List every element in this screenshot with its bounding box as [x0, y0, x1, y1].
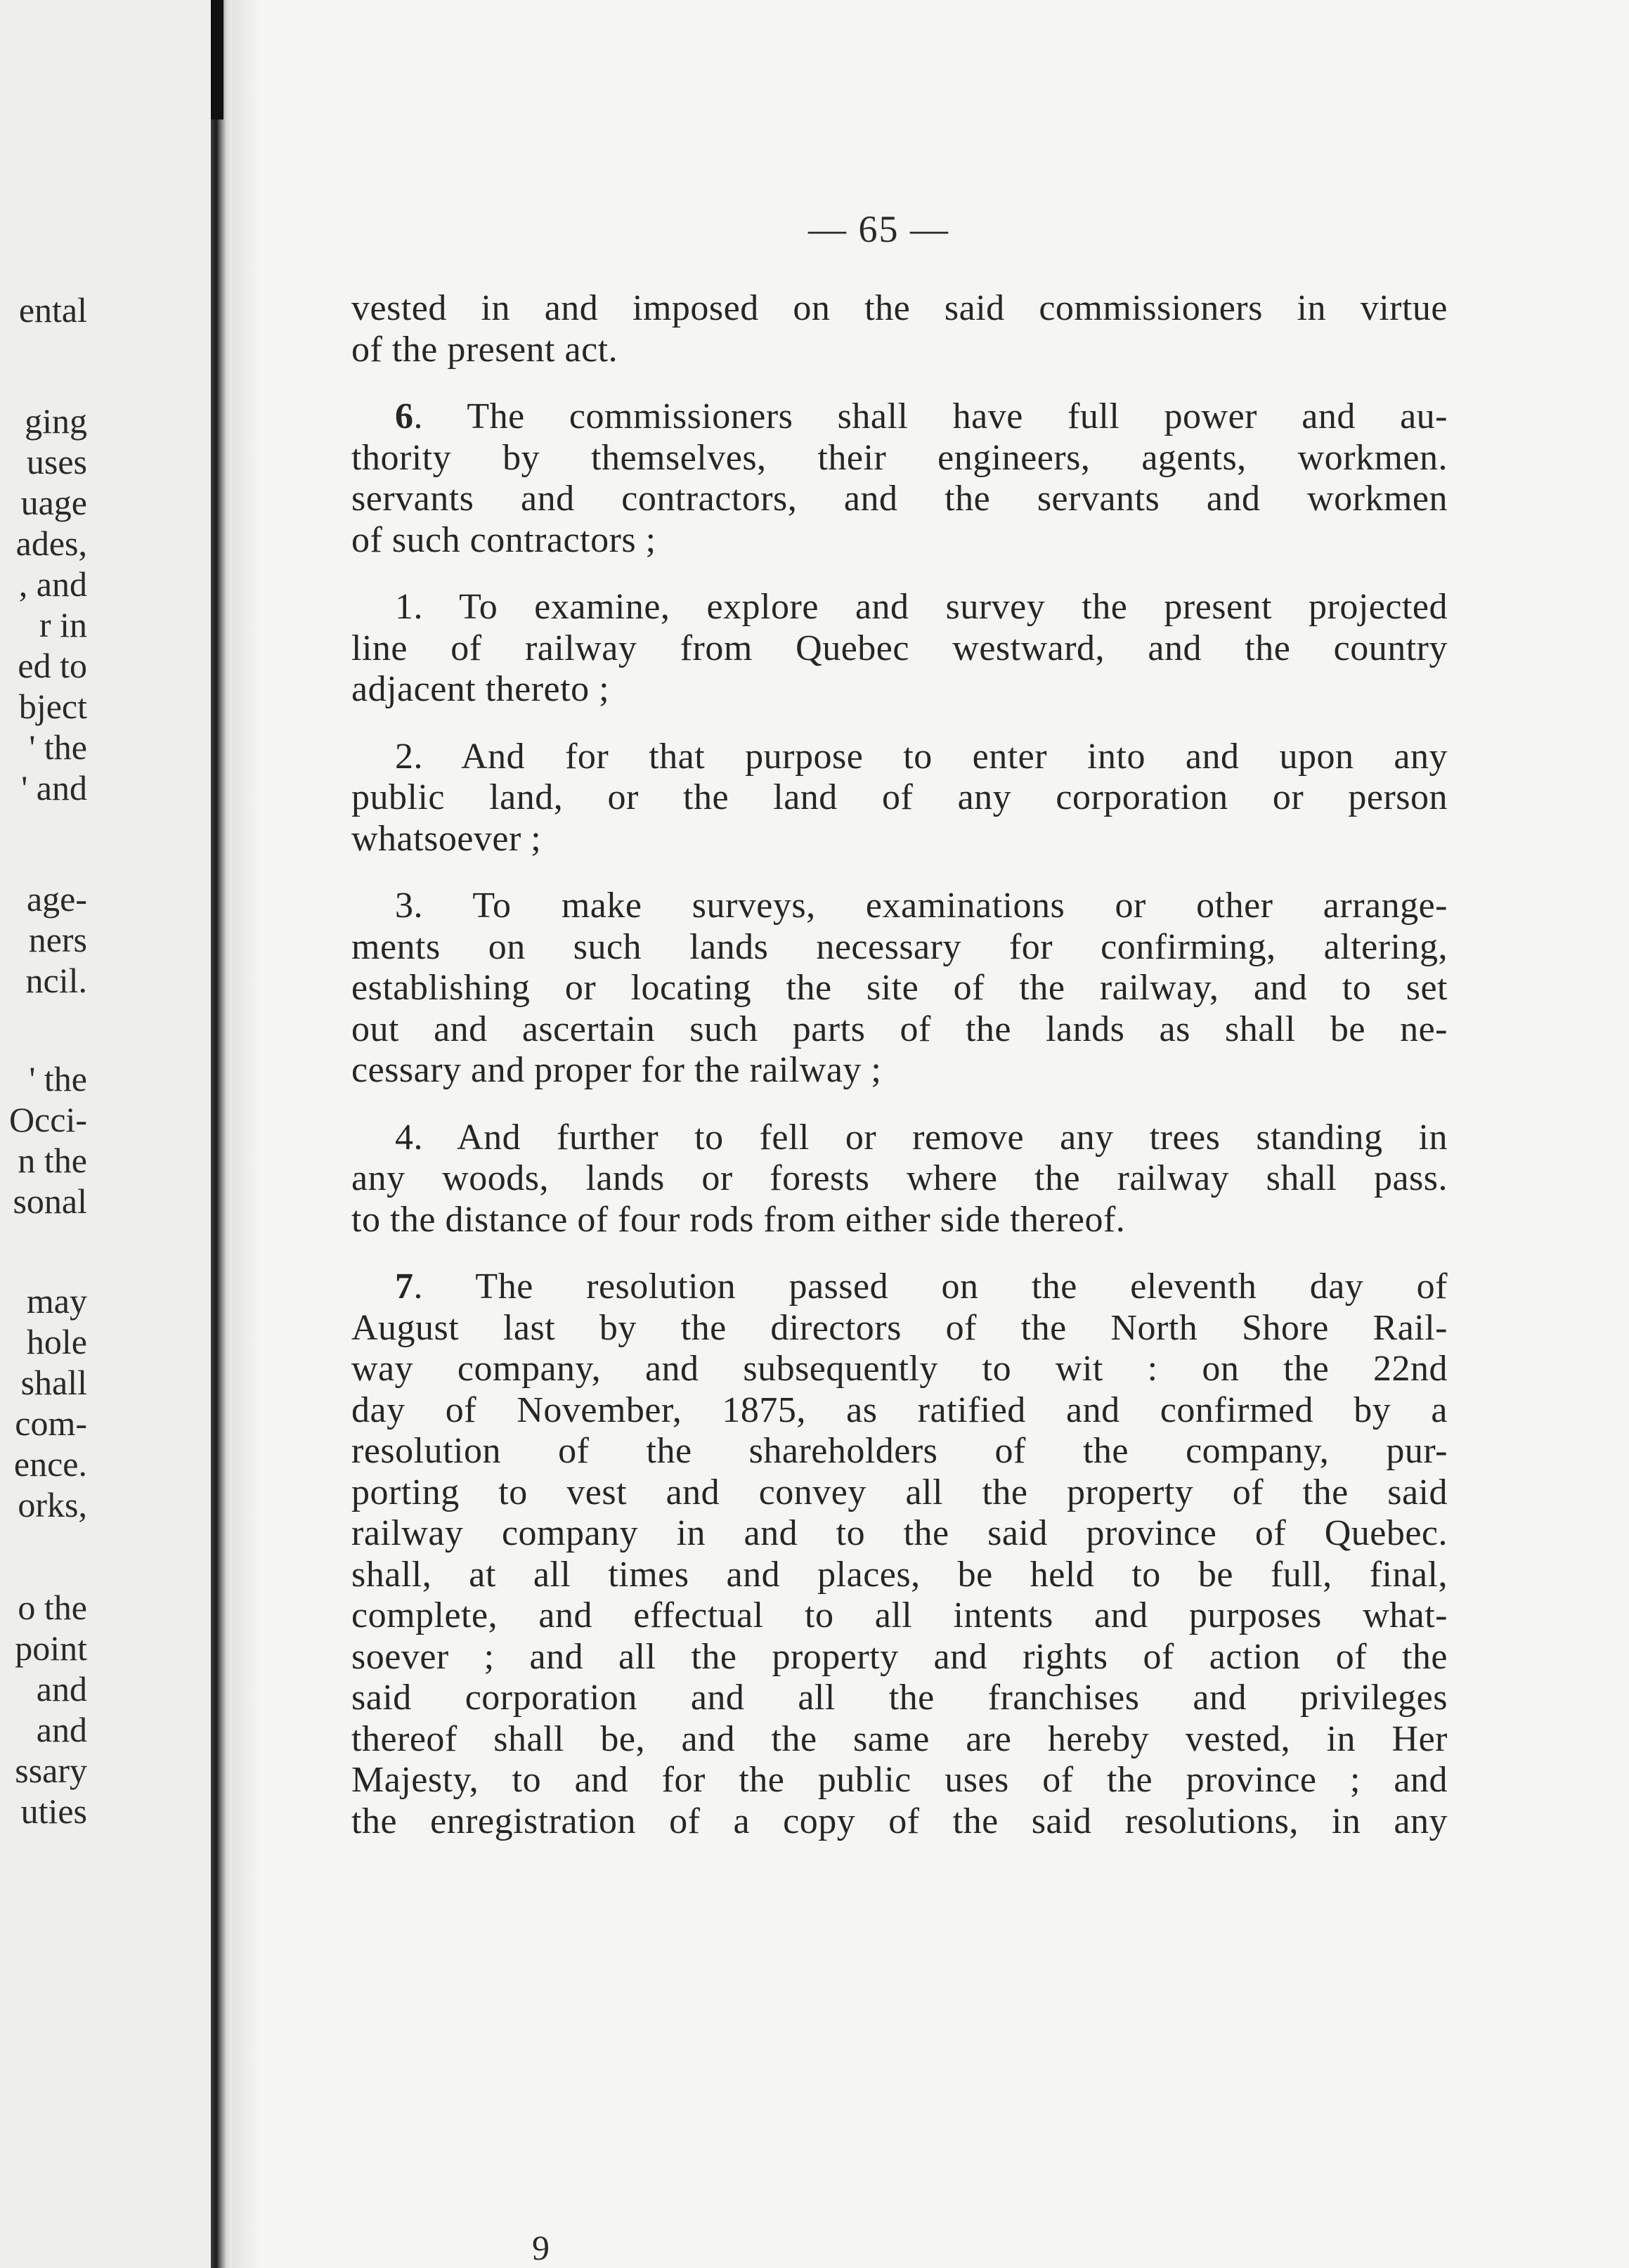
- text-line: resolution of the shareholders of the company, pur-: [351, 1431, 1448, 1471]
- text-line: 2. And for that purpose to enter into and upon any: [395, 736, 1448, 777]
- item-3: [351, 886, 1448, 1091]
- text-line: of such contractors ;: [351, 519, 656, 560]
- text-line: complete, and effectual to all intents and purposes what-: [351, 1595, 1448, 1635]
- left-page-fragment: , and: [18, 564, 87, 604]
- text-line: establishing or locating the site of the railway, and to set: [351, 968, 1448, 1008]
- text-line: vested in and imposed on the said commissioners in virtue: [351, 288, 1448, 328]
- text-line: said corporation and all the franchises and privileges: [351, 1678, 1448, 1718]
- section-number: 6: [395, 396, 414, 436]
- left-page-fragment: n the: [18, 1141, 87, 1180]
- page-number: — 65 —: [808, 208, 949, 250]
- text-line: ments on such lands necessary for confirming, altering,: [351, 926, 1448, 967]
- item-1: [351, 587, 1448, 711]
- text-line-content: . The commissioners shall have full power and au-: [413, 396, 1448, 436]
- text-line: line of railway from Quebec westward, and the country: [351, 628, 1448, 668]
- left-page-fragment: ging: [25, 401, 87, 441]
- text-line: whatsoever ;: [351, 818, 542, 859]
- left-page-fragment: ental: [18, 290, 87, 330]
- book-gutter: [211, 0, 232, 2268]
- text-line: to the distance of four rods from either side thereof.: [351, 1199, 1126, 1240]
- left-page-fragment: ' the: [29, 1059, 87, 1099]
- text-line: way company, and subsequently to wit : on the 22nd: [351, 1349, 1448, 1389]
- text-line: servants and contractors, and the servants and workmen: [351, 479, 1448, 519]
- text-line-content: . The resolution passed on the eleventh day of: [413, 1266, 1448, 1307]
- text-line: cessary and proper for the railway ;: [351, 1050, 882, 1090]
- paragraph-continuation: [351, 288, 1448, 370]
- left-page-fragment: and: [36, 1710, 87, 1749]
- left-page-fragment: o the: [18, 1588, 87, 1627]
- left-page-fragment: ence.: [13, 1444, 87, 1484]
- left-page-fragment: may: [26, 1281, 87, 1321]
- section-6: [351, 396, 1448, 561]
- left-page-fragment: ades,: [15, 524, 87, 563]
- text-line: railway company in and to the said province of Quebec.: [351, 1513, 1448, 1553]
- left-page-fragment: hole: [26, 1322, 87, 1361]
- left-page-fragment: ners: [28, 920, 87, 959]
- text-line: 4. And further to fell or remove any trees standing in: [395, 1117, 1448, 1158]
- text-line: 3. To make surveys, examinations or other arrange-: [395, 886, 1448, 926]
- signature-mark: 9: [532, 2228, 550, 2267]
- left-page-fragment: com-: [15, 1404, 87, 1443]
- text-line: any woods, lands or forests where the railway shall pass.: [351, 1158, 1448, 1198]
- text-line: soever ; and all the property and rights of action of the: [351, 1636, 1448, 1677]
- left-page-fragment: ssary: [15, 1751, 87, 1790]
- left-page-fragment: shall: [20, 1363, 87, 1402]
- text-line: out and ascertain such parts of the lands as shall be ne-: [351, 1009, 1448, 1049]
- left-page-fragment: r in: [39, 605, 87, 644]
- text-line: [351, 396, 1448, 438]
- text-line: [351, 1266, 1448, 1308]
- left-facing-page: [0, 0, 211, 2268]
- left-page-fragment: ' the: [29, 727, 87, 767]
- text-line: the enregistration of a copy of the said resolutions, in any: [351, 1801, 1448, 1841]
- left-page-fragment: uses: [26, 442, 87, 481]
- text-line: August last by the directors of the North Shore Rail-: [351, 1307, 1448, 1348]
- item-2: [351, 737, 1448, 860]
- left-page-fragment: age-: [26, 879, 87, 919]
- binding-mark: [211, 0, 223, 119]
- left-page-fragment: bject: [18, 687, 87, 726]
- left-page-fragment: uties: [20, 1791, 87, 1831]
- left-page-fragment: and: [36, 1669, 87, 1709]
- item-4: [351, 1117, 1448, 1241]
- text-line: of the present act.: [351, 329, 618, 370]
- left-page-fragment: ed to: [18, 646, 87, 685]
- body-text: [351, 288, 1448, 1868]
- gutter-shadow: [232, 0, 260, 2268]
- text-line: thereof shall be, and the same are hereby vested, in Her: [351, 1718, 1448, 1759]
- text-line: porting to vest and convey all the property of the said: [351, 1472, 1448, 1512]
- text-line: day of November, 1875, as ratified and confirmed by a: [351, 1389, 1448, 1430]
- left-page-fragment: ncil.: [25, 961, 87, 1000]
- left-page-fragment: Occi-: [8, 1100, 87, 1139]
- left-page-fragment: sonal: [13, 1181, 87, 1221]
- section-number: 7: [395, 1266, 414, 1307]
- left-page-fragment: orks,: [18, 1485, 87, 1524]
- text-line: shall, at all times and places, be held to be full, final,: [351, 1554, 1448, 1595]
- text-line: 1. To examine, explore and survey the present projected: [395, 587, 1448, 627]
- text-line: Majesty, to and for the public uses of the province ; and: [351, 1760, 1448, 1800]
- text-line: adjacent thereto ;: [351, 669, 610, 709]
- left-page-fragment: point: [15, 1628, 87, 1668]
- left-page-fragment: uage: [20, 483, 87, 522]
- left-page-fragment: ' and: [21, 768, 87, 808]
- section-7: [351, 1266, 1448, 1842]
- text-line: thority by themselves, their engineers, agents, workmen.: [351, 437, 1448, 478]
- text-line: public land, or the land of any corporation or person: [351, 777, 1448, 817]
